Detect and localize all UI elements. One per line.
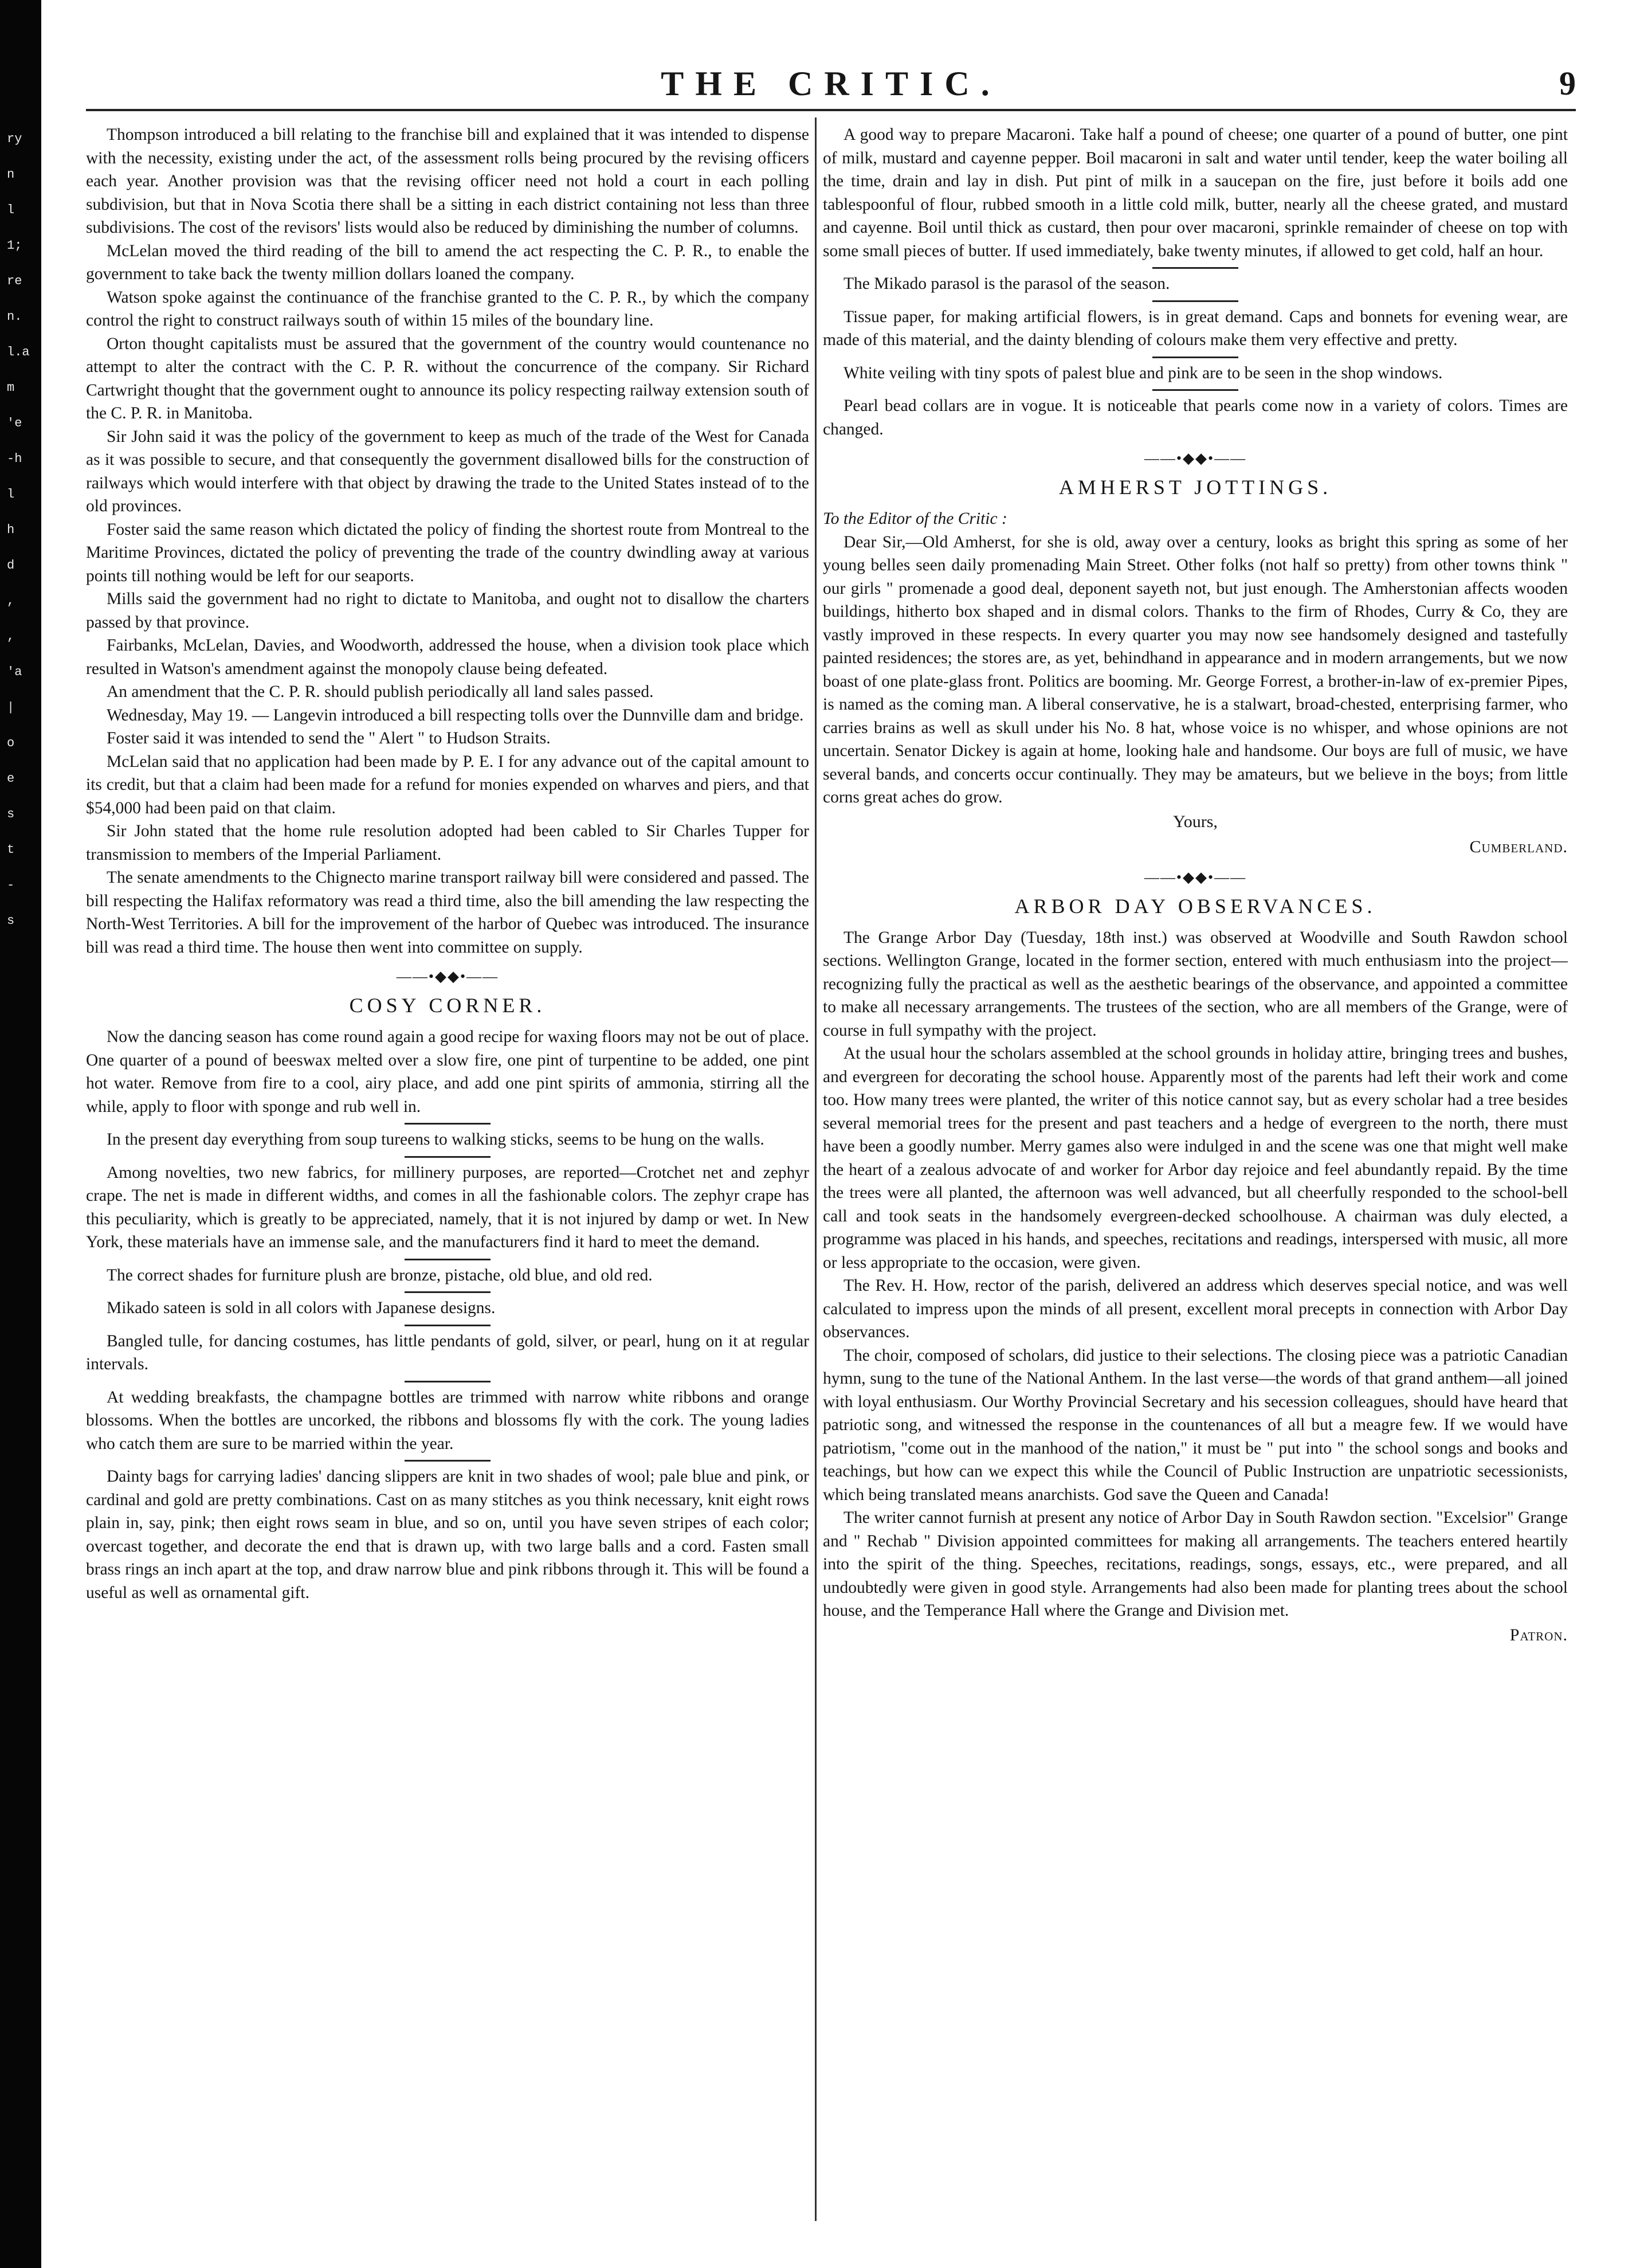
- gutter-marks: [0, 132, 41, 963]
- item-separator-rule: [405, 1291, 491, 1293]
- amherst-letter: [823, 531, 1568, 809]
- amherst-signature: Cumberland.: [1469, 837, 1568, 856]
- parliament-paragraph: Mills said the government had no right to dictate to Manitoba, and ought not to disallow the charters passed by that province.: [86, 590, 809, 632]
- parliament-paragraph: Orton thought capitalists must be assured that the government of the country would countenance no attempt to alter the contract with the C. P. R. without the concurrence of the company. Sir Richard Cartwright thought that the government ought to announce its policy respecting railway extension south of the C. P. R. in Manitoba.: [86, 334, 809, 422]
- item-separator-rule: [1152, 389, 1238, 391]
- gutter-mark: ry: [7, 132, 22, 146]
- cosy-corner-item: The Mikado parasol is the parasol of the season.: [843, 275, 1170, 293]
- gutter-mark: t: [7, 843, 15, 857]
- item-separator-rule: [1152, 267, 1238, 269]
- parliament-paragraph: Foster said the same reason which dictated the policy of finding the shortest route from Montreal to the Maritime Provinces, dictated the policy of preventing the trade of the country dwindling away at various points till nothing would be left for our seaports.: [86, 520, 809, 585]
- arbor-day-paragraph: The Rev. H. How, rector of the parish, delivered an address which deserves special notice, and was well calculated to impress upon the minds of all present, excellent moral precepts in connection with Arbor Day observances.: [823, 1276, 1568, 1341]
- gutter-mark: e: [7, 771, 15, 786]
- gutter-mark: s: [7, 807, 15, 821]
- gutter-mark: |: [7, 700, 15, 715]
- amherst-paragraph: Dear Sir,—Old Amherst, for she is old, away over a century, looks as bright this spring as some of her young belles seen daily promenading Main Street. Other folks (not half so pretty) from other towns think " our girls " promenade a good deal, deponent sayeth not, but just enough. The Amherstonian affects wooden buildings, hitherto box shaped and in dismal colors. Thanks to the firm of Rhodes, Curry & Co, they are vastly improved in these respects. In every quarter you may now see handsomely designed and tastefully painted residences; the stores are, as yet, behindhand in appearance and in modern arrangements, but we now boast of one plate-glass front. Politics are booming. Mr. George Forrest, a brother-in-law of ex-premier Pipes, is named as the coming man. A liberal conservative, he is a stalwart, broad-chested, enterprising farmer, who carries brains as well as skull under his No. 8 hat, whose voice is no whisper, and whose opinions are not uncertain. Senator Dickey is again at home, looking hale and handsome. Our boys are full of music, we have several bands, and concerts occur continually. They may be amateurs, but we believe in the boys; from little corns great aches do grow.: [823, 532, 1568, 806]
- item-separator-rule: [405, 1259, 491, 1260]
- arbor-day-report: [823, 926, 1568, 1623]
- gutter-mark: n.: [7, 310, 22, 324]
- cosy-corner-item: The correct shades for furniture plush are bronze, pistache, old blue, and old red.: [107, 1266, 653, 1284]
- page-number: 9: [1559, 65, 1576, 102]
- cosy-corner-item: Tissue paper, for making artificial flowers, is in great demand. Caps and bonnets for evening wear, are made of this material, and the dainty blending of colours make them very effective and pretty.: [823, 307, 1568, 349]
- arbor-day-paragraph: The choir, composed of scholars, did justice to their selections. The closing piece was a patriotic Canadian hymn, sung to the tune of the National Anthem. In the last verse—the words of that grand anthem—all joined with loyal enthusiasm. Our Worthy Provincial Secretary and his secession colleagues, should have heard that patriotic song, and witnessed the response in the countenances of all but a meagre few. If we would have patriotism, "come out in the manhood of the nation," it must be " put into " the school songs and books and teachings, but how can we expect this while the Council of Public Instruction are unpatriotic secessionists, which being translated means anarchists. God save the Queen and Canada!: [823, 1346, 1568, 1504]
- gutter-mark: 1;: [7, 238, 22, 253]
- gutter-mark: h: [7, 523, 15, 537]
- item-separator-rule: [405, 1156, 491, 1158]
- parliament-report: [86, 123, 809, 959]
- gutter-mark: -: [7, 878, 15, 892]
- section-ornament: ——•◆◆•——: [396, 968, 499, 985]
- parliament-paragraph: McLelan said that no application had been made by P. E. I for any advance out of the capital amount to its credit, but that a claim had been made for a refund for monies expended on wharves and piers, and that $54,000 had been paid on that claim.: [86, 752, 809, 817]
- left-column: [86, 123, 809, 2221]
- item-separator-rule: [405, 1123, 491, 1125]
- arbor-day-signature: Patron.: [1509, 1625, 1568, 1644]
- column-divider: [815, 117, 817, 2221]
- gutter-mark: ,: [7, 594, 15, 608]
- cosy-corner-item: Pearl bead collars are in vogue. It is noticeable that pearls come now in a variety of colors. Times are changed.: [823, 397, 1568, 438]
- cosy-corner-item: Among novelties, two new fabrics, for millinery purposes, are reported—Crotchet net and zephyr crape. The net is made in different widths, and comes in all the fashionable colors. The zephyr crape has this peculiarity, which is greatly to be appreciated, namely, that it is not injured by damp or wet. In New York, these materials have an immense sale, and the manufacturers find it hard to meet the demand.: [86, 1163, 809, 1251]
- cosy-corner-item: Dainty bags for carrying ladies' dancing slippers are knit in two shades of wool; pale blue and pink, or cardinal and gold are pretty combinations. Cast on as many stitches as you think necessary, knit eight rows plain in, say, pink; then eight rows seam in blue, and so on, until you have seven stripes of each color; overcast together, and decorate the end that is drawn up, with two large balls and a cord. Fasten small brass rings an inch apart at the top, and draw narrow blue and pink ribbons through it. This will be found a useful as well as ornamental gift.: [86, 1467, 809, 1602]
- gutter-mark: n: [7, 167, 15, 182]
- gutter-mark: -h: [7, 452, 22, 466]
- item-separator-rule: [405, 1381, 491, 1382]
- masthead: [86, 64, 1576, 110]
- cosy-corner-item: A good way to prepare Macaroni. Take half a pound of cheese; one quarter of a pound of butter, one pint of milk, mustard and cayenne pepper. Boil macaroni in salt and water until tender, keep the water boiling all the time, drain and lay in dish. Put pint of milk in a saucepan on the fire, just before it boils add one tablespoonful of flour, rubbed smooth in a little cold milk, butter, nearly all the cheese grated, and mustard and cayenne. Boil until thick as custard, then pour over macaroni, sprinkle remainder of cheese on top with some small pieces of butter. If used immediately, bake twenty minutes, if allowed to get cold, half an hour.: [823, 126, 1568, 260]
- parliament-paragraph: Foster said it was intended to send the " Alert " to Hudson Straits.: [107, 729, 551, 747]
- right-column: [823, 123, 1568, 2221]
- gutter-mark: d: [7, 558, 15, 573]
- gutter-mark: re: [7, 274, 22, 288]
- cosy-corner-item: Now the dancing season has come round again a good recipe for waxing floors may not be out of place. One quarter of a pound of beeswax melted over a slow fire, one pint of turpentine to be added, one pint hot water. Remove from fire to a cool, airy place, and add one pint spirits of ammonia, stirring all the while, apply to floor with sponge and rub well in.: [86, 1028, 809, 1116]
- parliament-paragraph: An amendment that the C. P. R. should publish periodically all land sales passed.: [107, 683, 654, 701]
- item-separator-rule: [1152, 300, 1238, 302]
- gutter-mark: l: [7, 487, 15, 502]
- cosy-corner-items: [86, 1025, 809, 1604]
- cosy-corner-item: In the present day everything from soup tureens to walking sticks, seems to be hung on the walls.: [107, 1130, 764, 1149]
- cosy-corner-item: Mikado sateen is sold in all colors with Japanese designs.: [107, 1299, 496, 1317]
- cosy-corner-item: White veiling with tiny spots of palest blue and pink are to be seen in the shop windows.: [843, 363, 1443, 382]
- cosy-corner-item: Bangled tulle, for dancing costumes, has little pendants of gold, silver, or pearl, hung on it at regular intervals.: [86, 1331, 809, 1373]
- gutter-mark: m: [7, 381, 15, 395]
- arbor-day-paragraph: At the usual hour the scholars assembled at the school grounds in holiday attire, bringing trees and bushes, and evergreen for decorating the school house. Apparently most of the parents had left their work and come too. How many trees were planted, the writer of this notice cannot say, but as every scholar had a tree besides several memorial trees for the present and past teachers and a hedge of evergreen to the north, there must have been a goodly number. Merry games also were indulged in and the scene was one that might well make the heart of a zealous advocate of and worker for Arbor day rejoice and feel abundantly repaid. By the time the trees were all planted, the afternoon was well advanced, but all cheerfully responded to the school-bell call and took seats in the handsomely evergreen-decked schoolhouse. A chairman was duly elected, a programme was placed in his hands, and speeches, recitations and readings, interspersed with music, all more or less appropriate to the occasion, were given.: [823, 1044, 1568, 1272]
- cosy-corner-title: COSY CORNER.: [349, 994, 546, 1017]
- amherst-salutation: To the Editor of the Critic :: [823, 510, 1007, 528]
- gutter-mark: l: [7, 203, 15, 217]
- gutter-mark: o: [7, 736, 15, 750]
- cosy-corner-item: At wedding breakfasts, the champagne bottles are trimmed with narrow white ribbons and orange blossoms. When the bottles are uncorked, the ribbons and blossoms fly with the cork. The young ladies who catch them are sure to be married within the year.: [86, 1388, 809, 1453]
- gutter-mark: l.a: [7, 345, 30, 359]
- arbor-day-paragraph: The Grange Arbor Day (Tuesday, 18th inst.) was observed at Woodville and South Rawdon school sections. Wellington Grange, located in the former section, entered with much enthusiasm into the project—recognizing fully the practical as well as the aesthetic bearings of the observance, and appointed a committee to make all necessary arrangements. The trustees of the section, who are all members of the Grange, were of course in full sympathy with the project.: [823, 928, 1568, 1040]
- gutter-mark: s: [7, 914, 15, 928]
- parliament-paragraph: Watson spoke against the continuance of the franchise granted to the C. P. R., by which the company control the right to construct railways south of within 15 miles of the boundary line.: [86, 288, 809, 330]
- item-separator-rule: [405, 1325, 491, 1326]
- parliament-paragraph: Sir John said it was the policy of the government to keep as much of the trade of the West for Canada as it was possible to secure, and that consequently the government disallowed bills for the construction of railways which would interfere with that object by drawing the trade to the United States instead of to the old provinces.: [86, 427, 809, 515]
- arbor-day-paragraph: The writer cannot furnish at present any notice of Arbor Day in South Rawdon section. "Excelsior" Grange and " Rechab " Division appointed committees for making all arrangements. The teachers entered heartily into the spirit of the thing. Speeches, recitations, readings, songs, essays, etc., were prepared, and all undoubtedly were given in good style. Arrangements had also been made for planting trees about the school house, and the Temperance Hall where the Grange and Division met.: [823, 1509, 1568, 1620]
- parliament-paragraph: Wednesday, May 19. — Langevin introduced a bill respecting tolls over the Dunnville dam and bridge.: [107, 706, 804, 724]
- parliament-paragraph: Sir John stated that the home rule resolution adopted had been cabled to Sir Charles Tupper for transmission to members of the Imperial Parliament.: [86, 822, 809, 864]
- parliament-paragraph: Thompson introduced a bill relating to the franchise bill and explained that it was intended to dispense with the necessity, existing under the act, of the assessment rolls being procured by the revising officers each year. Another provision was that the revising officer need not hold a court in each polling subdivision, but that in Nova Scotia there shall be a sitting in each district containing not less than three subdivisions. The cost of the revisors' lists would also be reduced by diminishing the number of columns.: [86, 126, 809, 237]
- arbor-day-title: ARBOR DAY OBSERVANCES.: [1014, 894, 1376, 918]
- section-ornament: ——•◆◆•——: [1144, 450, 1247, 467]
- item-separator-rule: [405, 1460, 491, 1462]
- gutter-mark: 'e: [7, 416, 22, 430]
- parliament-paragraph: The senate amendments to the Chignecto marine transport railway bill were considered and passed. The bill respecting the Halifax reformatory was read a third time, also the bill amending the law respecting the North-West Territories. A bill for the improvement of the harbor of Quebec was introduced. The insurance bill was read a third time. The house then went into committee on supply.: [86, 868, 809, 957]
- gutter-mark: ,: [7, 629, 15, 644]
- item-separator-rule: [1152, 357, 1238, 358]
- section-ornament: ——•◆◆•——: [1144, 868, 1247, 886]
- page-title: THE CRITIC.: [661, 65, 1001, 103]
- gutter-mark: 'a: [7, 665, 22, 679]
- parliament-paragraph: Fairbanks, McLelan, Davies, and Woodworth, addressed the house, when a division took place which resulted in Watson's amendment against the monopoly clause being defeated.: [86, 636, 809, 678]
- amherst-title: AMHERST JOTTINGS.: [1058, 476, 1332, 499]
- amherst-closing: Yours,: [1173, 812, 1218, 831]
- cosy-corner-continued: [823, 123, 1568, 441]
- masthead-rule: [86, 109, 1576, 111]
- parliament-paragraph: McLelan moved the third reading of the bill to amend the act respecting the C. P. R., to enable the government to take back the twenty million dollars loaned the company.: [86, 241, 809, 283]
